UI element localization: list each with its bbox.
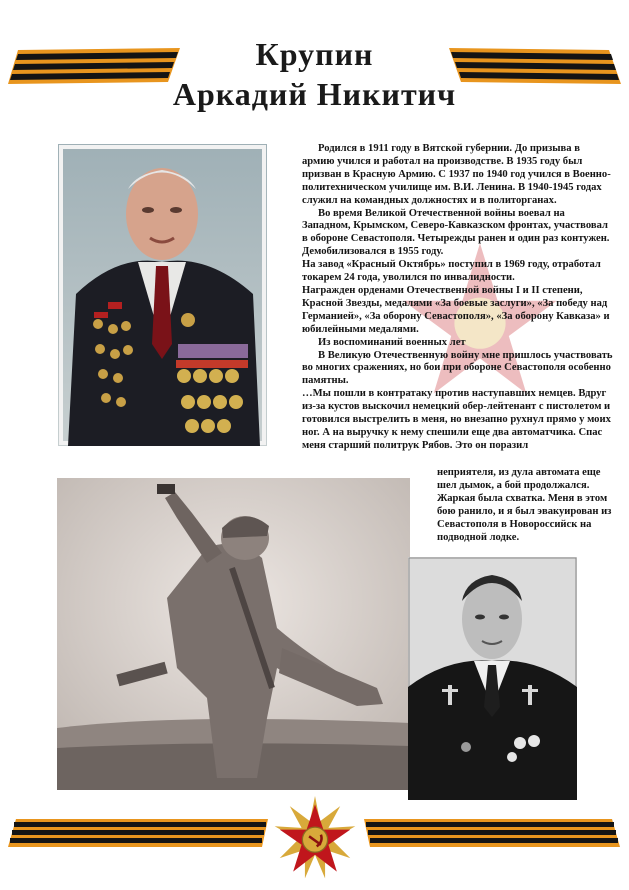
portrait-photo-veteran (58, 144, 267, 446)
bio-paragraph-factory: На завод «Красный Октябрь» поступил в 1969 году, отработал токарем 24 года, уволился по инвалидности. (302, 259, 601, 284)
bio-paragraph-awards: Награжден орденами Отечественной войны I и II степени, Красной Звезды, медалями «За боевые заслуги», «За победу над Германией», «За оборону Севастополя», «За оборону Кавказа» и юбилейными медалями. (302, 284, 610, 335)
biography-text (302, 143, 614, 453)
bio-memoirs-heading: Из воспоминаний военных лет (318, 336, 466, 348)
page-title-surname: Крупин (255, 36, 374, 72)
war-photo-commander-attack (57, 478, 410, 790)
bio-paragraph-memoir-end: неприятеля, из дула автомата еще шел дымок, а бой продолжался. Жаркая была схватка. Меня в этом бою ранило, и я был эвакуирован из Севастополя в Новороссийск на подводной лодке. (437, 467, 612, 543)
bio-paragraph-war: Во время Великой Отечественной войны воевал на Западном, Крымском, Северо-Кавказском фронтах, участвовал в обороне Севастополя. Четырежды ранен и один раз контужен. Демобилизовался в 1955 году. (302, 207, 610, 258)
portrait-photo-naval-officer (408, 557, 577, 800)
bio-paragraph-memoir-story: …Мы пошли в контратаку против наступавших немцев. Вдруг из-за кустов выскочил немецкий обер-лейтенант с пистолетом и готовился выстрелить в меня, но внезапно рухнул прямо у моих ног. А на выручку к нему спешили еще два автоматчика. Спас меня старший политрук Рябов. Это он поразил (302, 388, 611, 451)
bio-paragraph-birth: Родился в 1911 году в Вятской губернии. До призыва в армию учился и работал на производстве. В 1935 году был призван в Красную Армию. С 1937 по 1940 год учился в Военно-политехническом училище им. В.И. Ленина. В 1940-1945 годах служил на командных должностях и в политорганах. (302, 143, 611, 206)
order-patriotic-war-icon (273, 796, 357, 884)
page-title-name: Аркадий Никитич (172, 76, 457, 112)
st-george-ribbon-bottom-left (8, 817, 268, 849)
st-george-ribbon-bottom-right (364, 817, 620, 849)
bio-paragraph-memoir-intro: В Великую Отечественную войну мне пришлось участвовать во многих сражениях, но бои при обороне Севастополя особенно памятны. (302, 349, 613, 387)
